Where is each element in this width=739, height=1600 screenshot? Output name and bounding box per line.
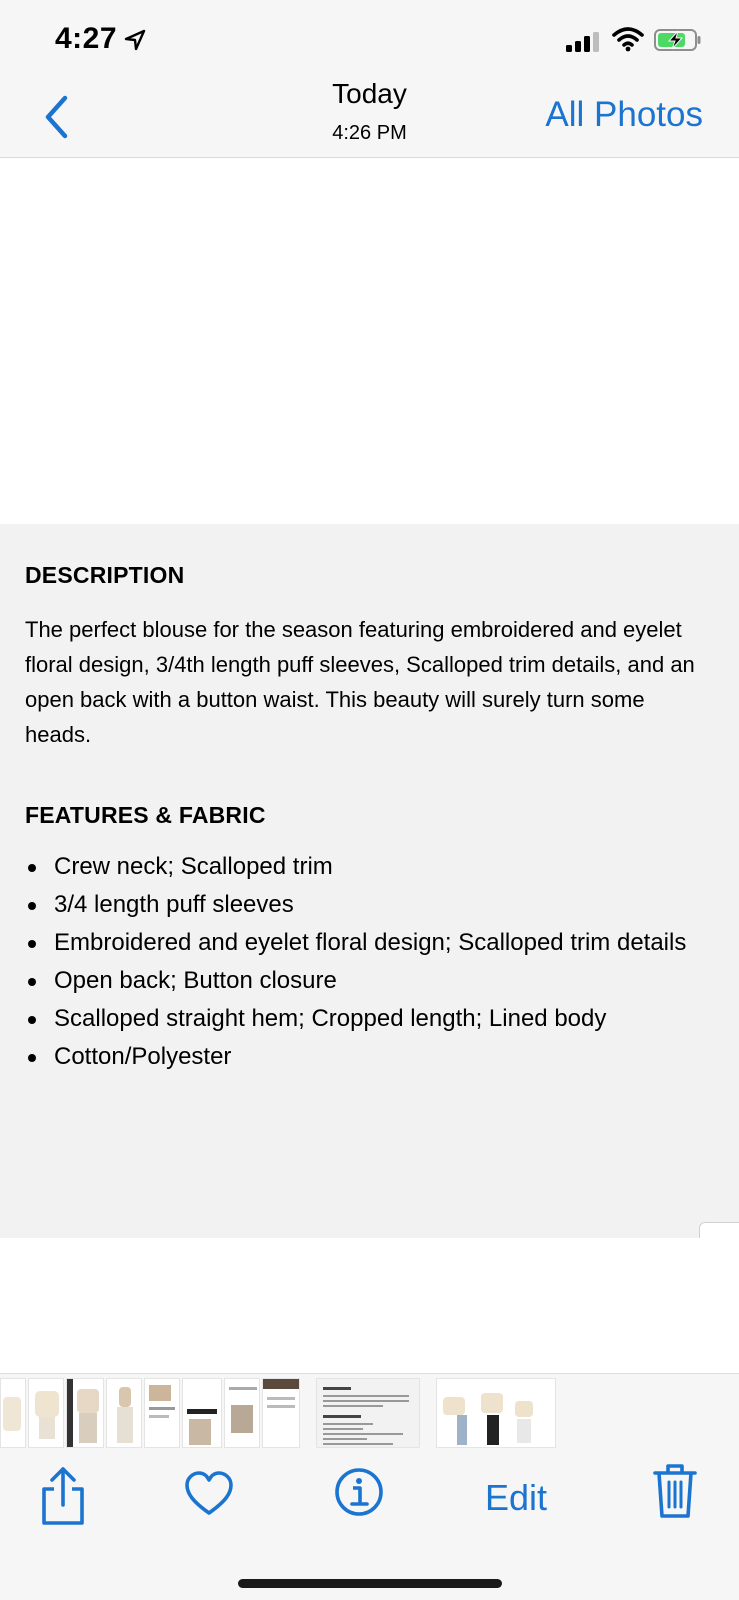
photo-content (0, 524, 739, 1238)
features-heading: FEATURES & FABRIC (25, 802, 266, 828)
nav-subtitle: 4:26 PM (332, 122, 407, 144)
status-time: 4:27 (55, 22, 118, 55)
thumbnail[interactable] (28, 1378, 64, 1448)
thumbnail-selected[interactable] (316, 1378, 420, 1448)
info-icon[interactable] (334, 1467, 384, 1517)
trash-icon[interactable] (652, 1461, 698, 1519)
list-item: 3/4 length puff sleeves (25, 886, 739, 924)
photo-viewer[interactable] (0, 159, 739, 1373)
thumbnail[interactable] (144, 1378, 180, 1448)
thumbnail[interactable] (182, 1378, 222, 1448)
edit-button[interactable]: Edit (485, 1477, 548, 1518)
thumbnail[interactable] (0, 1378, 26, 1448)
description-text: The perfect blouse for the season featuring embroidered and eyelet floral design, 3/4th length puff sleeves, Scalloped trim details, and an open back with a button waist. This beauty will surely turn some heads. (25, 617, 695, 747)
list-item: Cotton/Polyester (25, 1038, 739, 1076)
battery-charging-icon (654, 28, 702, 52)
signal-icon (566, 32, 600, 52)
features-list (25, 848, 739, 1076)
list-item: Embroidered and eyelet floral design; Scalloped trim details (25, 924, 739, 962)
edge-mark (699, 1222, 739, 1238)
nav-title: Today (332, 78, 407, 109)
heart-icon[interactable] (184, 1471, 234, 1517)
home-indicator (238, 1579, 502, 1588)
location-arrow-icon (123, 28, 147, 52)
wifi-icon (612, 26, 644, 52)
share-icon[interactable] (38, 1465, 88, 1527)
thumbnail[interactable] (66, 1378, 104, 1448)
thumbnail[interactable] (224, 1378, 260, 1448)
filmstrip[interactable] (0, 1373, 739, 1451)
nav-bar (0, 78, 739, 158)
thumbnail[interactable] (436, 1378, 556, 1448)
thumbnail[interactable] (106, 1378, 142, 1448)
thumbnail[interactable] (262, 1378, 300, 1448)
list-item: Open back; Button closure (25, 962, 739, 1000)
description-heading: DESCRIPTION (25, 562, 185, 588)
list-item: Scalloped straight hem; Cropped length; Lined body (25, 1000, 739, 1038)
bottom-toolbar (0, 1451, 739, 1600)
list-item: Crew neck; Scalloped trim (25, 848, 739, 886)
status-bar (0, 0, 739, 78)
all-photos-button[interactable]: All Photos (545, 95, 703, 134)
